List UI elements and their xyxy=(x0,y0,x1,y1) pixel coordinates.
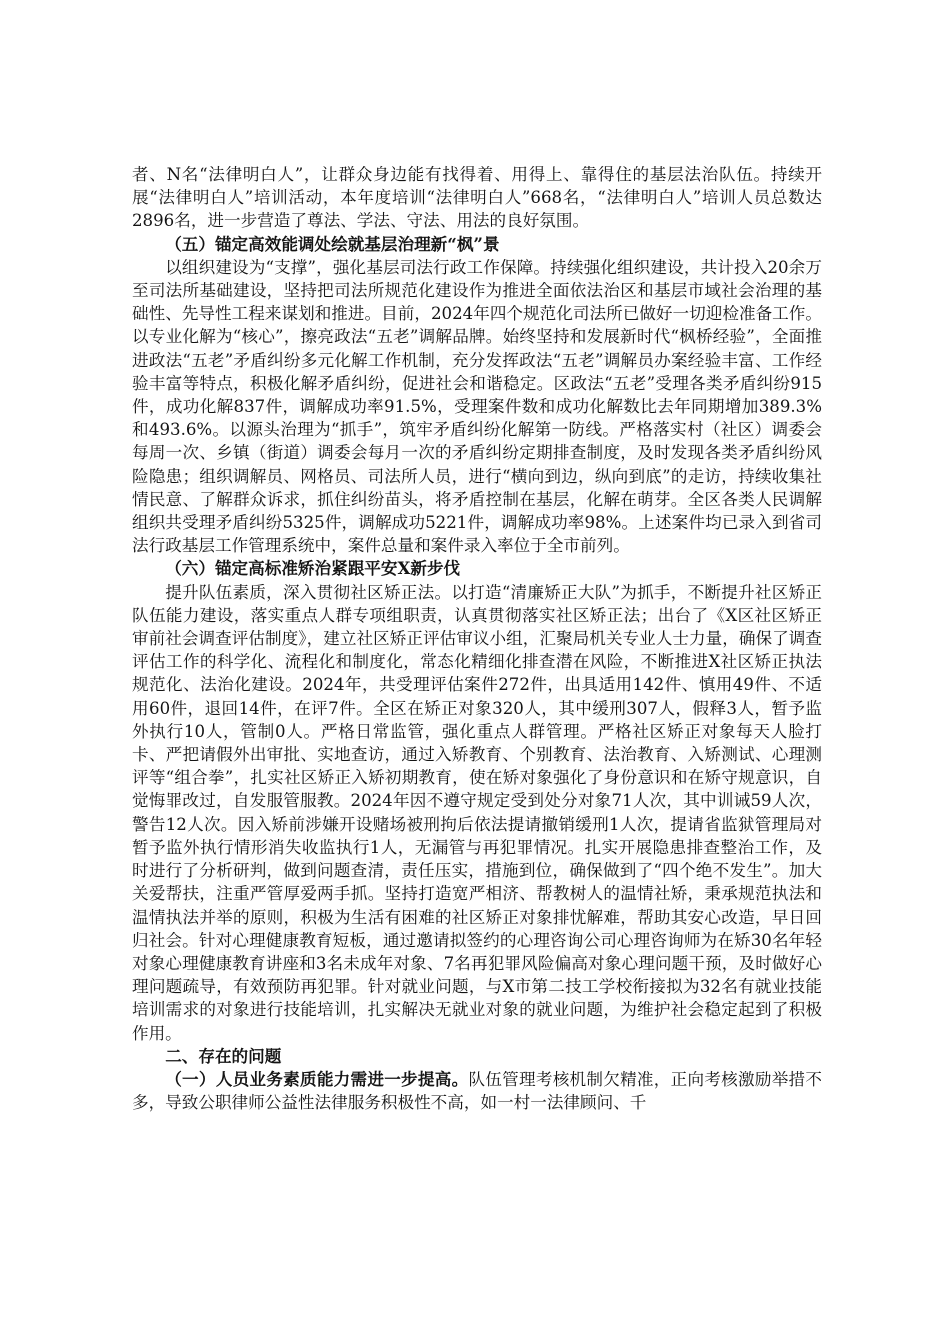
document-page xyxy=(132,163,822,1114)
paragraph-problem-1 xyxy=(132,1068,822,1114)
paragraph-section-5: 以组织建设为“支撑”，强化基层司法行政工作保障。持续强化组织建设，共计投入20余万至司法所基础建设，坚持把司法所规范化建设作为推进全面依法治区和基层市域社会治理的基础性、先导性工程来谋划和推进。目前，2024年四个规范化司法所已做好一切迎检准备工作。以专业化解为“核心”，擦亮政法“五老”调解品牌。始终坚持和发展新时代“枫桥经验”，全面推进政法“五老”矛盾纠纷多元化解工作机制，充分发挥政法“五老”调解员办案经验丰富、工作经验丰富等特点，积极化解矛盾纠纷，促进社会和谐稳定。区政法“五老”受理各类矛盾纠纷915件，成功化解837件，调解成功率91.5%，受理案件数和成功化解数比去年同期增加389.3%和493.6%。以源头治理为“抓手”，筑牢矛盾纠纷化解第一防线。严格落实村（社区）调委会每周一次、乡镇（街道）调委会每月一次的矛盾纠纷定期排查制度，及时发现各类矛盾纠纷风险隐患；组织调解员、网格员、司法所人员，进行“横向到边，纵向到底”的走访，持续收集社情民意、了解群众诉求，抓住纠纷苗头，将矛盾控制在基层，化解在萌芽。全区各类人民调解组织共受理矛盾纠纷5325件，调解成功5221件，调解成功率98%。上述案件均已录入到省司法行政基层工作管理系统中，案件总量和案件录入率位于全市前列。 xyxy=(132,257,822,556)
section-heading-5: （五）锚定高效能调处绘就基层治理新“枫”景 xyxy=(165,233,500,254)
problem-1-text: 队伍管理考核机制欠精准，正向考核激励举措不多，导致公职律师公益性法律服务积极性不高，如一村一法律顾问、千 xyxy=(132,1069,823,1113)
chapter-heading-problems: 二、存在的问题 xyxy=(165,1045,282,1066)
section-heading-6: （六）锚定高标准矫治紧跟平安X新步伐 xyxy=(165,558,461,579)
paragraph-continuation: 者、N名“法律明白人”，让群众身边能有找得着、用得上、靠得住的基层法治队伍。持续开展“法律明白人”培训活动，本年度培训“法律明白人”668名，“法律明白人”培训人员总数达2896名，进一步营造了尊法、学法、守法、用法的良好氛围。 xyxy=(132,165,822,231)
problem-1-lead: （一）人员业务素质能力需进一步提高。 xyxy=(165,1068,469,1089)
paragraph-section-6: 提升队伍素质，深入贯彻社区矫正法。以打造“清廉矫正大队”为抓手，不断提升社区矫正队伍能力建设，落实重点人群专项组职责，认真贯彻落实社区矫正法；出台了《X区社区矫正审前社会调查评估制度》，建立社区矫正评估审议小组，汇聚局机关专业人士力量，确保了调查评估工作的科学化、流程化和制度化，常态化精细化排查潜在风险，不断推进X社区矫正执法规范化、法治化建设。2024年，共受理评估案件272件，出具适用142件、慎用49件、不适用60件，退回14件，在评7件。全区在矫正对象320人，其中缓刑307人，假释3人，暂予监外执行10人，管制0人。严格日常监管，强化重点人群管理。严格社区矫正对象每天人脸打卡、严把请假外出审批、实地查访，通过入矫教育、个别教育、法治教育、入矫测试、心理测评等“组合拳”，扎实社区矫正入矫初期教育，使在矫对象强化了身份意识和在矫守规意识，自觉悔罪改过，自发服管服教。2024年因不遵守规定受到处分对象71人次，其中训诫59人次，警告12人次。因入矫前涉嫌开设赌场被刑拘后依法提请撤销缓刑1人次，提请省监狱管理局对暂予监外执行情形消失收监执行1人，无漏管与再犯罪情况。扎实开展隐患排查整治工作，及时进行了分析研判，做到问题查清，责任压实，措施到位，确保做到了“四个绝不发生”。加大关爱帮扶，注重严管厚爱两手抓。坚持打造宽严相济、帮教树人的温情社矫，秉承规范执法和温情执法并举的原则，积极为生活有困难的社区矫正对象排忧解难，帮助其安心改造，早日回归社会。针对心理健康教育短板，通过邀请拟签约的心理咨询公司心理咨询师为在矫30名年轻对象心理健康教育讲座和3名未成年对象、7名再犯罪风险偏高对象心理问题干预，及时做好心理问题疏导，有效预防再犯罪。针对就业问题，与X市第二技工学校衔接拟为32名有就业技能培训需求的对象进行技能培训，扎实解决无就业对象的就业问题，为维护社会稳定起到了积极作用。 xyxy=(132,582,822,1043)
